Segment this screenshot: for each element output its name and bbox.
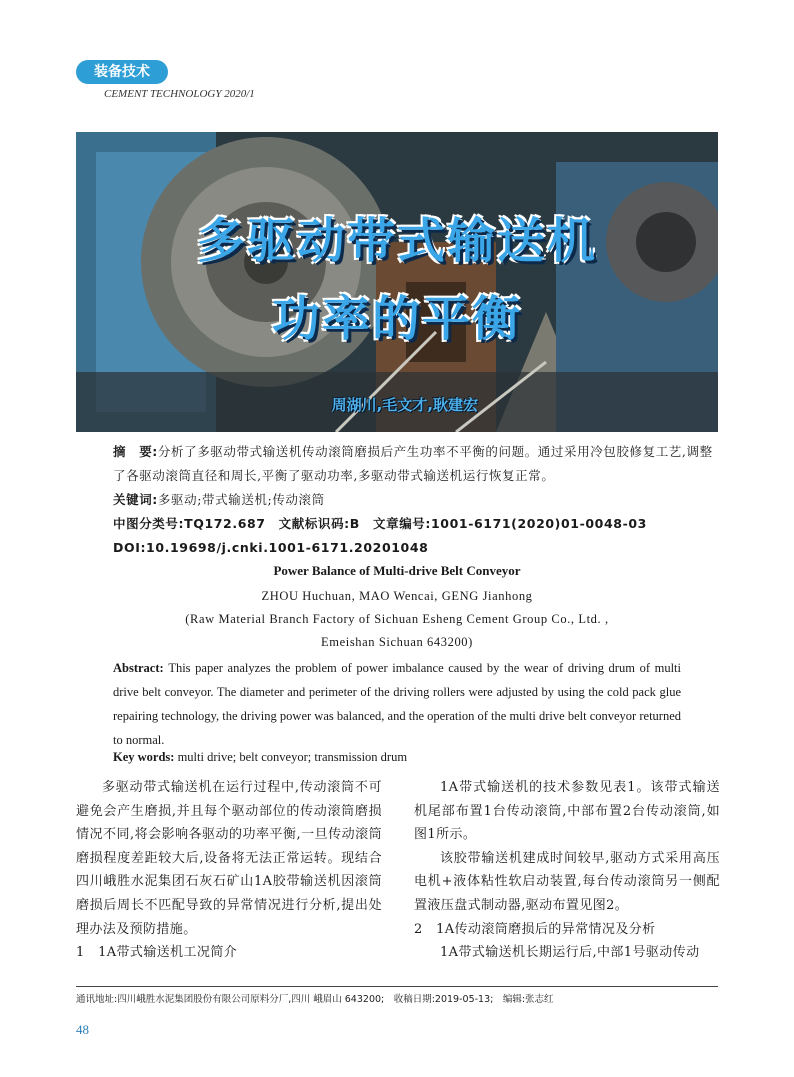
hero-image <box>76 132 718 432</box>
english-authors: ZHOU Huchuan, MAO Wencai, GENG Jianhong <box>261 589 533 603</box>
keywords-cn-label: 关键词: <box>113 492 158 507</box>
body-column-right <box>414 776 720 965</box>
footnote: 通讯地址:四川峨胜水泥集团股份有限公司原料分厂,四川 峨眉山 643200; 收稿日期:2019-05-13; 编辑:张志红 <box>76 994 554 1005</box>
body-paragraph: 1A带式输送机长期运行后,中部1号驱动传动 <box>440 945 700 961</box>
english-keywords-label: Key words: <box>113 750 175 764</box>
footnote-divider <box>76 986 718 987</box>
keywords-cn-text: 多驱动;带式输送机;传动滚筒 <box>157 492 325 507</box>
journal-name: CEMENT TECHNOLOGY 2020/1 <box>104 88 255 100</box>
body-paragraph: 1A带式输送机的技术参数见表1。该带式输送机尾部布置1台传动滚筒,中部布置2台传动滚筒,如图1所示。 <box>414 780 720 843</box>
abstract-cn-label: 摘 要: <box>113 444 158 459</box>
doi-line: DOI:10.19698/j.cnki.1001-6171.20201048 <box>113 540 429 555</box>
section-heading-1: 1 1A带式输送机工况简介 <box>76 945 238 961</box>
classification-line: 中图分类号:TQ172.687 文献标识码:B 文章编号:1001-6171(2020)01-0048-03 <box>113 516 647 531</box>
section-heading-2: 2 1A传动滚筒磨损后的异常情况及分析 <box>414 921 656 937</box>
abstract-cn-body <box>113 440 719 488</box>
english-abstract-label: Abstract: <box>113 661 164 675</box>
title-line-1: 多驱动带式输送机 <box>196 213 597 269</box>
english-abstract-text: This paper analyzes the problem of power imbalance caused by the wear of driving drum of multi drive belt conveyor. The diameter and perimeter of the driving rollers were adjusted by using the cold pack glue repairing technology, the driving power was balanced, and the operation of the multi drive belt conveyor returned to normal. <box>113 661 681 747</box>
section-badge: 装备技术 <box>76 60 168 84</box>
english-affiliation-1: (Raw Material Branch Factory of Sichuan Esheng Cement Group Co., Ltd. , <box>185 612 609 626</box>
english-affiliation-2: Emeishan Sichuan 643200) <box>321 635 473 649</box>
english-keywords <box>113 750 407 765</box>
abstract-cn-text: 分析了多驱动带式输送机传动滚筒磨损后产生功率不平衡的问题。通过采用冷包胶修复工艺,调整了各驱动滚筒直径和周长,平衡了驱动功率,多驱动带式输送机运行恢复正常。 <box>113 444 713 483</box>
english-keywords-text: multi drive; belt conveyor; transmission drum <box>177 750 408 764</box>
title-line-2: 功率的平衡 <box>271 291 522 347</box>
english-abstract <box>113 656 681 752</box>
keywords-cn <box>113 488 719 512</box>
page-number: 48 <box>76 1022 89 1037</box>
body-paragraph: 该胶带输送机建成时间较早,驱动方式采用高压电机+液体粘性软启动装置,每台传动滚筒另一侧配置液压盘式制动器,驱动布置见图2。 <box>414 850 720 913</box>
authors-cn: 周湖川,毛文才,耿建宏 <box>331 396 478 414</box>
body-column-left <box>76 776 382 965</box>
abstract-cn <box>113 440 719 560</box>
body-paragraph: 多驱动带式输送机在运行过程中,传动滚筒不可避免会产生磨损,并且每个驱动部位的传动滚筒磨损情况不同,将会影响各驱动的功率平衡,一旦传动滚筒磨损程度差距较大后,设备将无法正常运转。现结合四川峨胜水泥集团石灰石矿山1A胶带输送机因滚筒磨损后周长不匹配导致的异常情况进行分析,提出处理办法及预防措施。 <box>76 780 382 937</box>
english-title: Power Balance of Multi-drive Belt Conveyor <box>273 563 521 578</box>
